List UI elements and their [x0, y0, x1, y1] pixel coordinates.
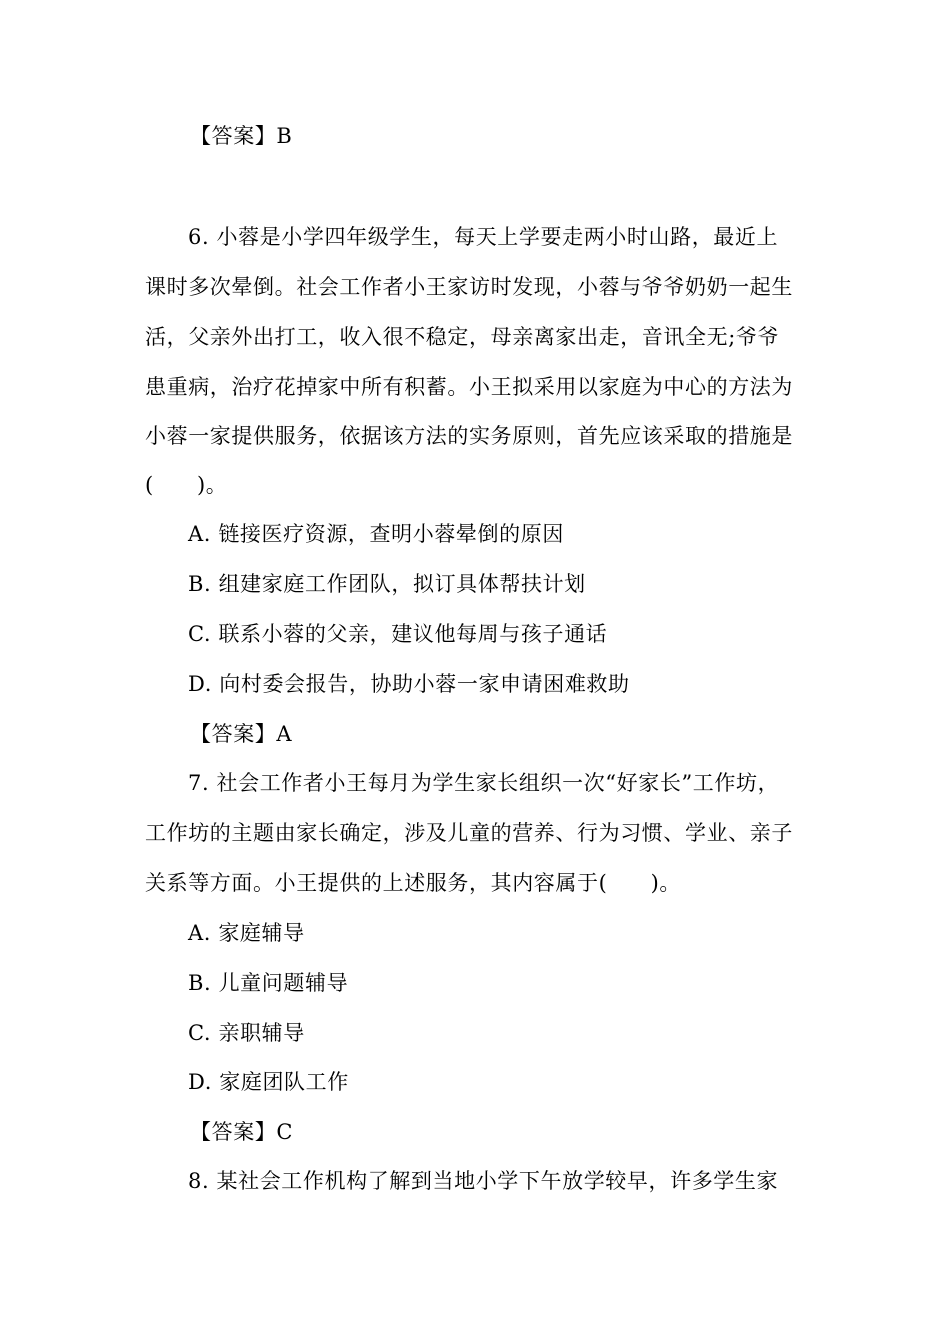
question-6-option-a: A. 链接医疗资源，查明小蓉晕倒的原因	[188, 522, 564, 546]
answer-7: 【答案】C	[190, 1120, 294, 1144]
question-7-option-c: C. 亲职辅导	[188, 1021, 305, 1045]
question-6-line: 活，父亲外出打工，收入很不稳定，母亲离家出走，音讯全无;爷爷	[145, 325, 780, 349]
question-7-line: 关系等方面。小王提供的上述服务，其内容属于( )。	[145, 871, 681, 895]
answer-6: 【答案】A	[190, 722, 293, 746]
question-8-line: 8. 某社会工作机构了解到当地小学下午放学较早，许多学生家	[188, 1169, 779, 1193]
question-6-line: 患重病，治疗花掉家中所有积蓄。小王拟采用以家庭为中心的方法为	[145, 375, 793, 399]
question-6-line: 6. 小蓉是小学四年级学生，每天上学要走两小时山路，最近上	[188, 225, 779, 249]
question-7-line: 工作坊的主题由家长确定，涉及儿童的营养、行为习惯、学业、亲子	[145, 821, 793, 845]
question-7-option-d: D. 家庭团队工作	[188, 1070, 349, 1094]
question-6-option-b: B. 组建家庭工作团队，拟订具体帮扶计划	[188, 572, 586, 596]
question-6-line: 小蓉一家提供服务，依据该方法的实务原则，首先应该采取的措施是	[145, 424, 793, 448]
question-7-option-a: A. 家庭辅导	[188, 921, 305, 945]
question-6-option-d: D. 向村委会报告，协助小蓉一家申请困难救助	[188, 672, 630, 696]
question-7-line: 7. 社会工作者小王每月为学生家长组织一次“好家长”工作坊，	[188, 771, 780, 795]
question-6-line: ( )。	[145, 473, 228, 497]
question-7-option-b: B. 儿童问题辅导	[188, 971, 349, 995]
question-6-option-c: C. 联系小蓉的父亲，建议他每周与孩子通话	[188, 622, 608, 646]
answer-5: 【答案】B	[190, 124, 293, 148]
question-6-line: 课时多次晕倒。社会工作者小王家访时发现，小蓉与爷爷奶奶一起生	[145, 275, 793, 299]
